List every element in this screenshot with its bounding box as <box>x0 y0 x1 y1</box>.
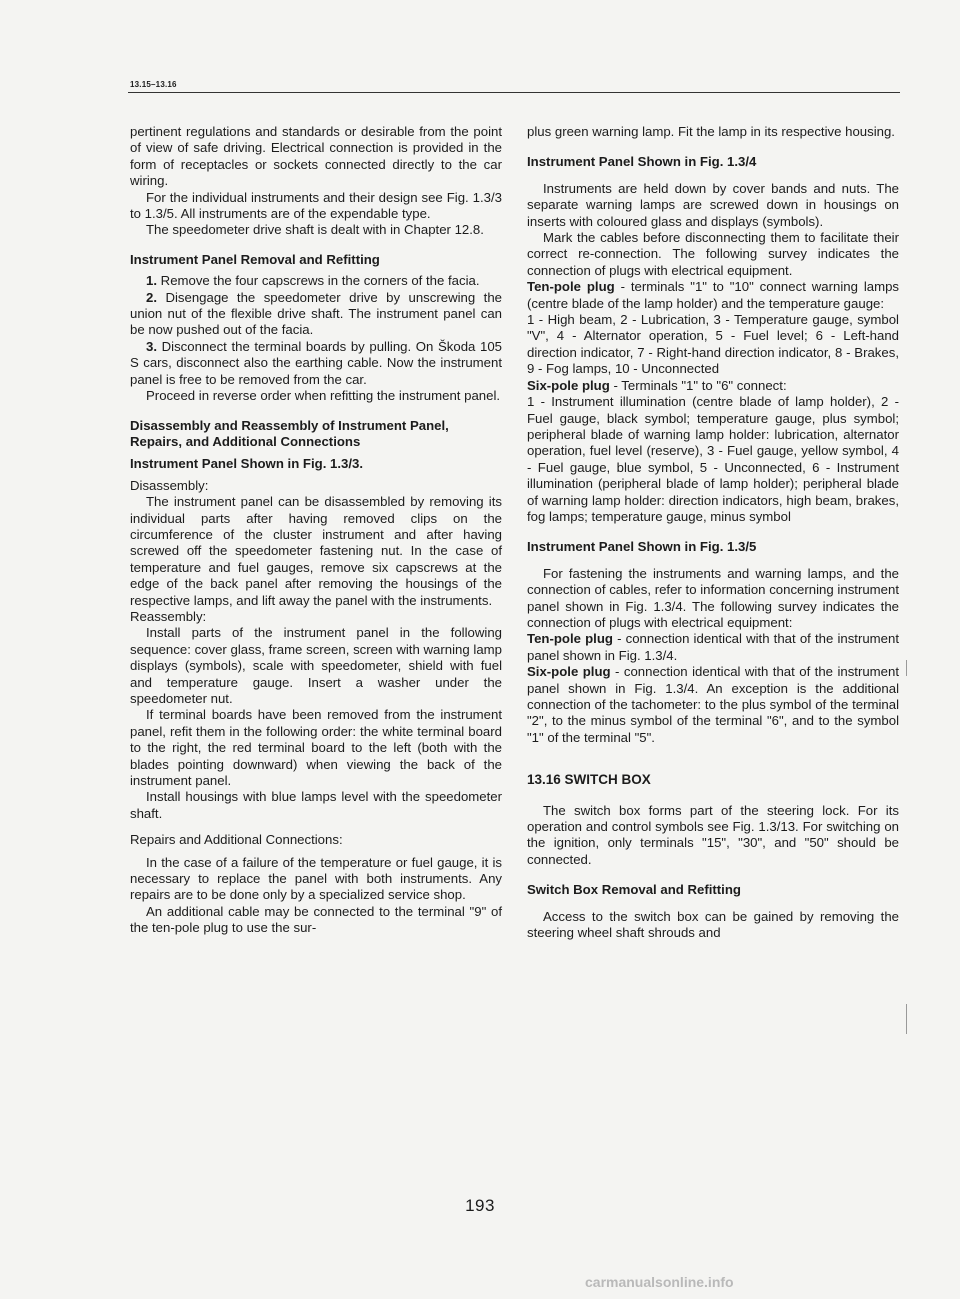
margin-mark <box>906 660 907 676</box>
paragraph: If terminal boards have been removed from the instrument panel, refit them in the following order: the white terminal board to the right, the red terminal board to the left (both with the blades pointing downward) when viewing the back of the instrument panel. <box>130 707 502 789</box>
six-pole-text: - connection identical with that of the instrument panel shown in Fig. 1.3/4. An exception is the additional connection of the tachometer: to the plus symbol of the terminal "2", to the minus symbol of the terminal "6", and to the symbol "1" of the terminal "5". <box>527 664 900 745</box>
label-disassembly: Disassembly: <box>130 477 209 493</box>
ten-pole-label: Ten-pole plug <box>527 631 613 647</box>
paragraph: The speedometer drive shaft is dealt with in Chapter 12.8. <box>146 222 484 238</box>
header-rule <box>128 92 900 93</box>
margin-mark <box>906 1004 907 1034</box>
step-2 <box>130 290 502 339</box>
label-reassembly: Reassembly: <box>130 608 207 624</box>
paragraph: The switch box forms part of the steering lock. For its operation and control symbols see Fig. 1.3/13. For switching on the ignition, only terminals "15", "30", and "50" should be connected. <box>527 802 899 867</box>
step-text: Disengage the speedometer drive by unscrewing the union nut of the flexible drive shaft. The instrument panel can be now pushed out of the facia. <box>130 289 502 338</box>
heading-switch-removal: Switch Box Removal and Refitting <box>527 882 741 898</box>
paragraph: For fastening the instruments and warning lamps, and the connection of cables, refer to information concerning instrument panel shown in Fig. 1.3/4. The following survey indicates the connection of plugs with electrical equipment: <box>527 565 899 630</box>
section-heading-switch-box: 13.16 SWITCH BOX <box>527 772 651 788</box>
watermark: carmanualsonline.info <box>585 1274 734 1290</box>
ten-pole-plug-2 <box>527 631 899 664</box>
six-pole-plug-2 <box>527 664 899 746</box>
six-pole-label: Six-pole plug <box>527 664 611 680</box>
ten-pole-text: - terminals "1" to "10" connect warning lamps (centre blade of the lamp holder) and the temperature gauge: <box>527 279 899 311</box>
heading-fig-1-3-5: Instrument Panel Shown in Fig. 1.3/5 <box>527 539 757 555</box>
page-range-header: 13.15–13.16 <box>130 80 177 89</box>
ten-pole-label: Ten-pole plug <box>527 279 615 295</box>
step-3 <box>130 339 502 388</box>
paragraph: Install parts of the instrument panel in the following sequence: cover glass, frame screen, screen with warning lamp displays (symbols), scale with speedometer, shield with fuel and temperature gauge. Insert a washer under the speedometer nut. <box>130 625 502 706</box>
ten-pole-plug <box>527 279 899 312</box>
paragraph: Proceed in reverse order when refitting the instrument panel. <box>146 388 501 404</box>
six-pole-label: Six-pole plug <box>527 377 610 393</box>
paragraph: Install housings with blue lamps level with the speedometer shaft. <box>130 789 502 821</box>
paragraph: The instrument panel can be disassembled by removing its individual parts after having removed clips on the circumference of the cluster instrument and after having screwed off the speedometer fastening nut. In the case of temperature and fuel gauges, remove six capscrews at the edge of the back panel after removing the housings of the respective lamps, and lift away the panel with the instruments. <box>130 494 502 608</box>
left-column <box>130 124 502 937</box>
heading-removal: Instrument Panel Removal and Refitting <box>130 251 380 267</box>
page-number: 193 <box>465 1196 495 1215</box>
right-column <box>527 124 899 941</box>
step-number: 2. <box>146 289 157 305</box>
paragraph: For the individual instruments and their design see Fig. 1.3/3 to 1.3/5. All instruments are of the expendable type. <box>130 189 502 222</box>
paragraph: Instruments are held down by cover bands and nuts. The separate warning lamps are screwed down in housings on inserts with coloured glass and displays (symbols). <box>527 180 899 229</box>
label-repairs: Repairs and Additional Connections: <box>130 832 343 848</box>
six-pole-list: 1 - Instrument illumination (centre blade of lamp holder), 2 - Fuel gauge, black symbol; temperature gauge, plus symbol; peripheral blade of warning lamp holder: lubrication, alternator operation, fuel level (reserve), 3 - Fuel gauge, yellow symbol, 4 - Fuel gauge, blue symbol, 5 - Unconnected, 6 - Instrument illumination (peripheral blade of lamp holder); peripheral blade of warning lamp holder: direction indicators, high beam, brakes, fog lamps; temperature gauge, minus symbol <box>527 394 899 524</box>
paragraph: Mark the cables before disconnecting them to facilitate their correct re-connection. The following survey indicates the connection of plugs with electrical equipment. <box>527 230 899 278</box>
step-1 <box>130 273 502 289</box>
paragraph: plus green warning lamp. Fit the lamp in its respective housing. <box>527 124 895 139</box>
paragraph: In the case of a failure of the temperature or fuel gauge, it is necessary to replace the panel with both instruments. Any repairs are to be done only by a specialized service shop. <box>130 854 502 903</box>
step-number: 1. <box>146 273 157 289</box>
ten-pole-text: - connection identical with that of the instrument panel shown in Fig. 1.3/4. <box>527 631 900 663</box>
heading-disassembly: Disassembly and Reassembly of Instrument Panel, Repairs, and Additional Connections <box>130 417 449 449</box>
step-text: Remove the four capscrews in the corners of the facia. <box>157 273 480 289</box>
paragraph: Access to the switch box can be gained by removing the steering wheel shaft shrouds and <box>527 908 899 941</box>
six-pole-plug <box>527 378 899 394</box>
heading-fig-1-3-4: Instrument Panel Shown in Fig. 1.3/4 <box>527 154 757 170</box>
six-pole-text: - Terminals "1" to "6" connect: <box>609 377 787 393</box>
step-number: 3. <box>146 338 157 354</box>
ten-pole-list: 1 - High beam, 2 - Lubrication, 3 - Temperature gauge, symbol "V", 4 - Alternator operation, 5 - Fuel level; 6 - Left-hand direction indicator, 7 - Right-hand direction indicator, 8 - Brakes, 9 - Fog lamps, 10 - Unconnected <box>527 312 899 377</box>
heading-fig-1-3-3: Instrument Panel Shown in Fig. 1.3/3. <box>130 456 364 472</box>
paragraph: pertinent regulations and standards or desirable from the point of view of safe driving. Electrical connection is provided in the form of receptacles or sockets connected directly to the car wiring. <box>130 124 502 189</box>
paragraph: An additional cable may be connected to the terminal "9" of the ten-pole plug to use the sur- <box>130 903 502 936</box>
step-text: Disconnect the terminal boards by pulling. On Škoda 105 S cars, disconnect also the earthing cable. Now the instrument panel is free to be removed from the car. <box>130 338 502 387</box>
